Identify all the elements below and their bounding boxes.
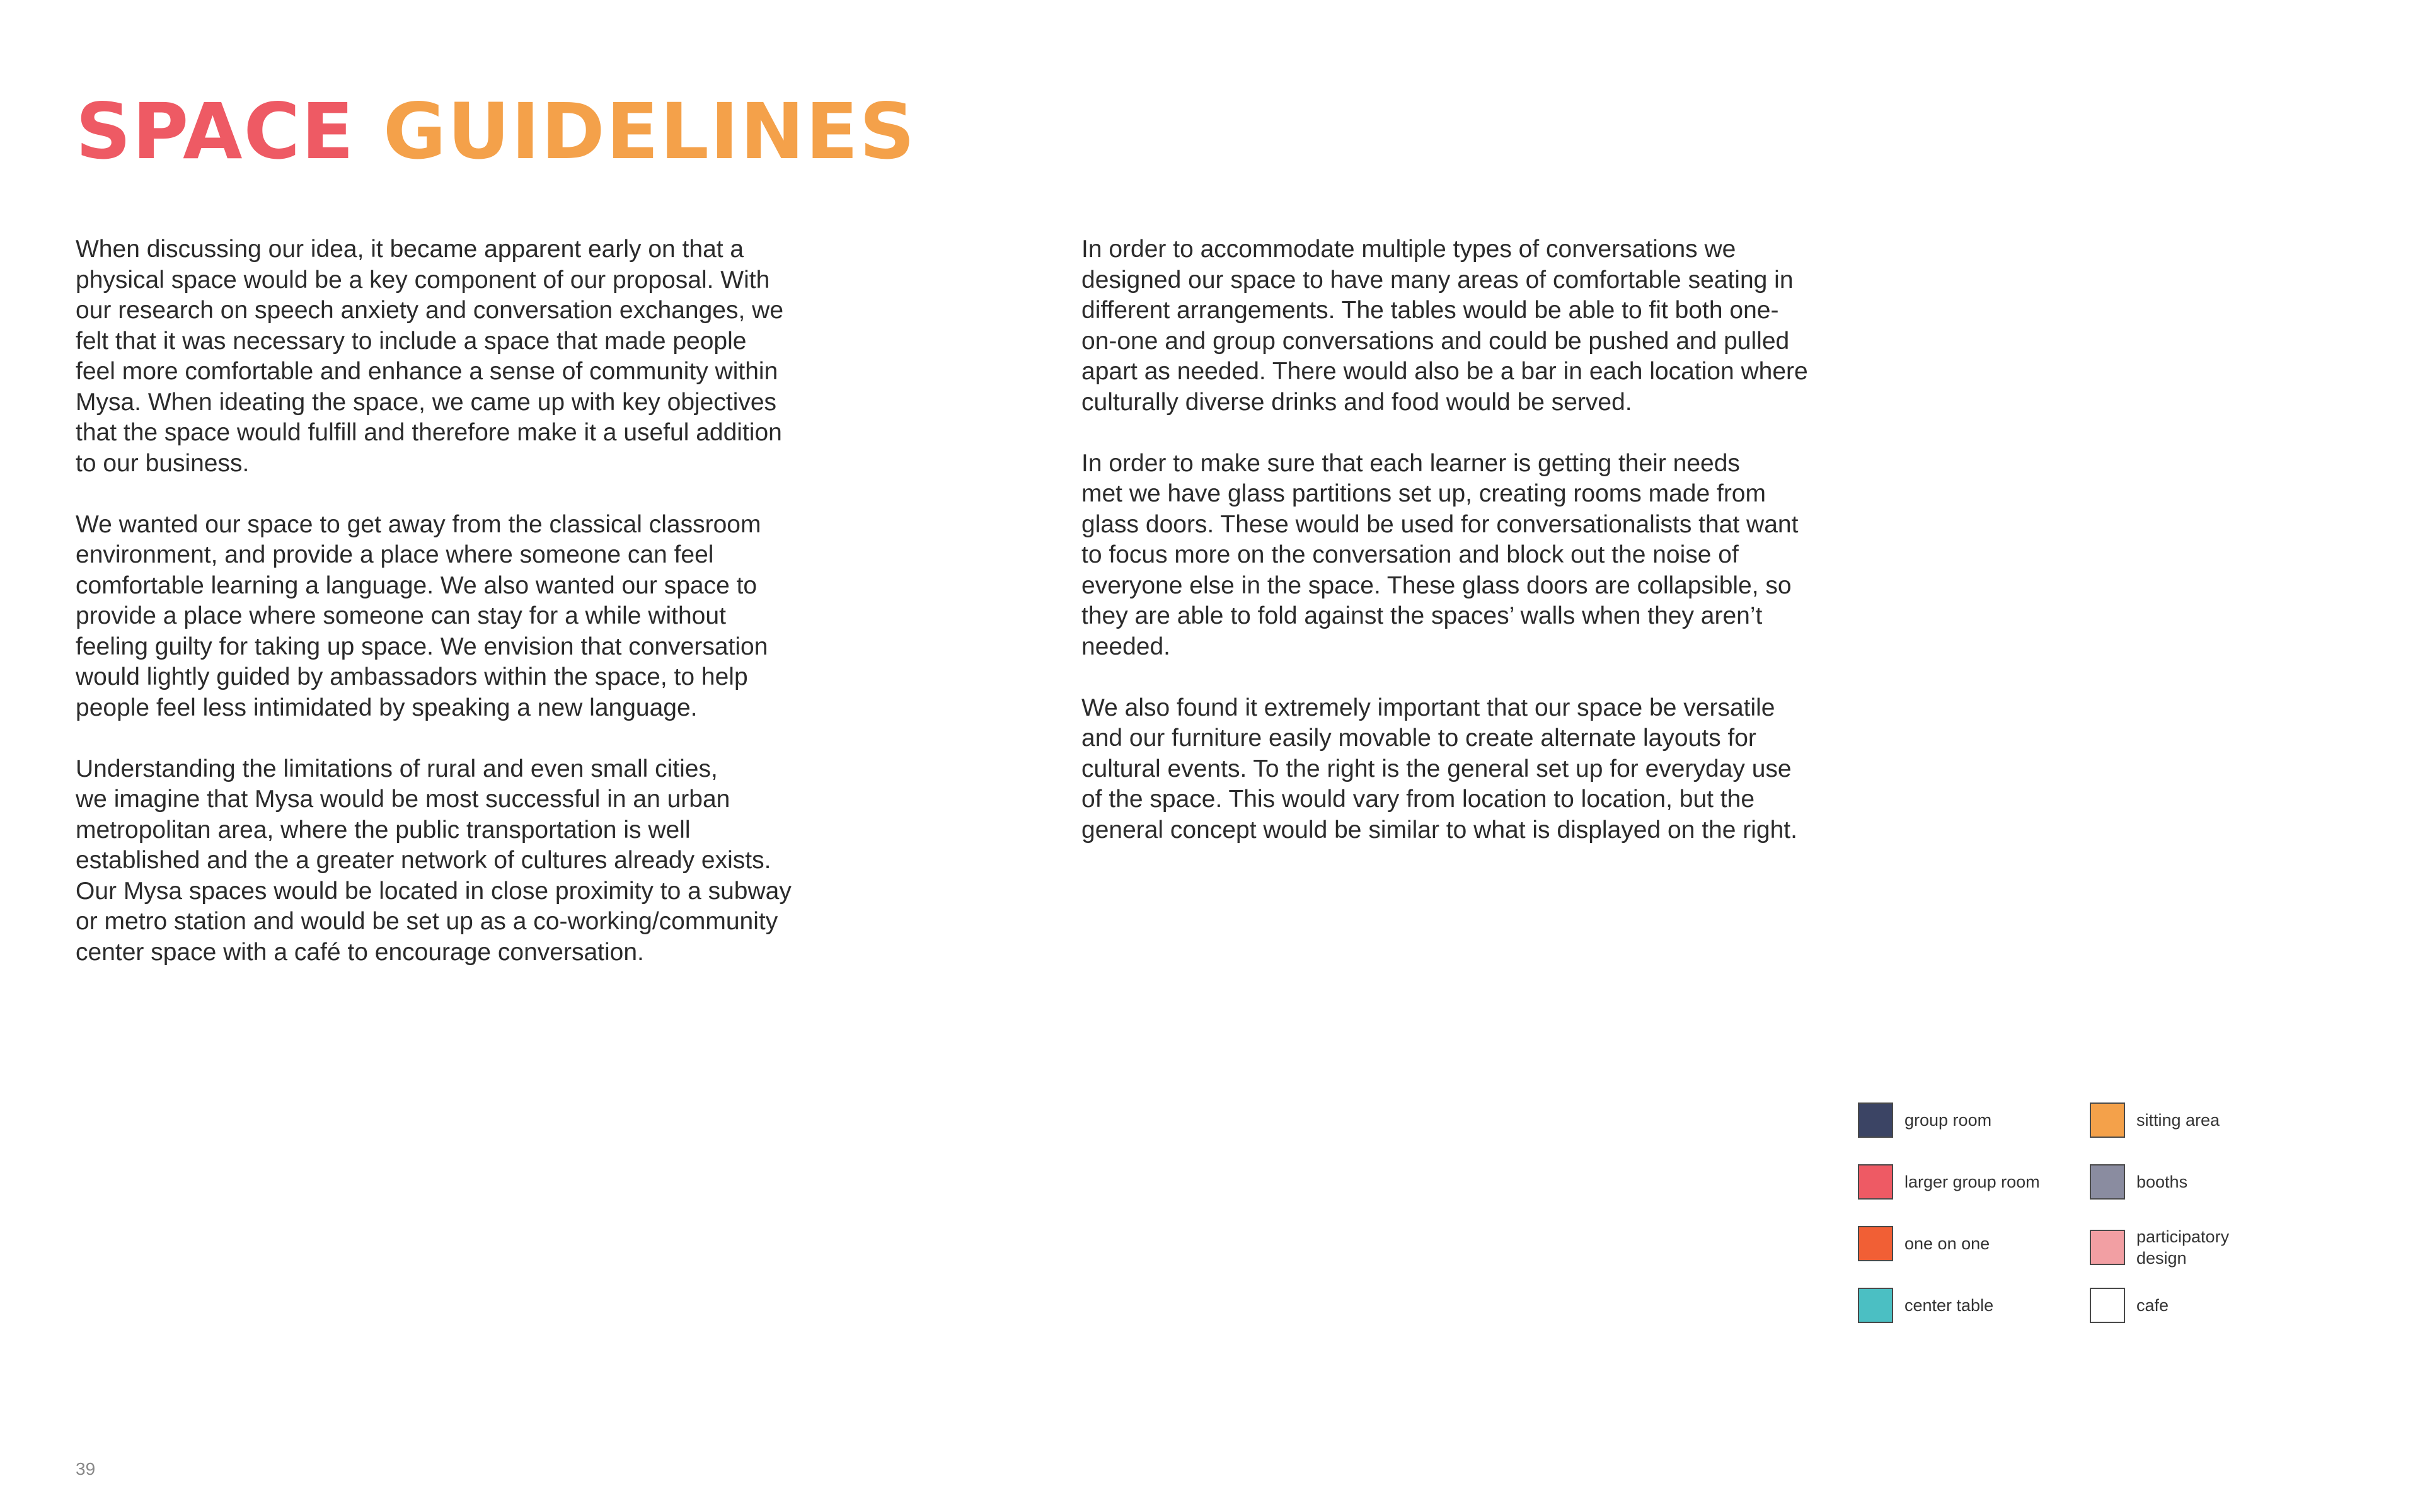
page-title <box>76 87 916 176</box>
legend-item-center-table <box>1858 1288 1993 1323</box>
legend-swatch <box>1858 1226 1893 1261</box>
legend-swatch <box>2090 1102 2125 1138</box>
right-text-column <box>1081 234 1869 876</box>
legend-label: participatory design <box>2136 1227 2230 1268</box>
paragraph-glass-partitions: In order to make sure that each learner is getting their needs met we have glass partitions set up, creating rooms made from glass doors. These would be used for conversationalists that want to focus more on the conversation and block out the noise of everyone else in the space. These glass doors are collapsible, so they are able to fold against the spaces’ walls when they aren’t needed. <box>1081 449 1799 660</box>
left-text-column <box>76 234 870 999</box>
legend-item-participatory-design <box>2090 1226 2229 1269</box>
legend-label: one on one <box>1904 1234 1990 1253</box>
paragraph-classroom: We wanted our space to get away from the classical classroom environment, and provide a place where someone can feel comfortable learning a language. We also wanted our space to provide a place where someone can stay for a while without feeling guilty for taking up space. We envision that conversation would lightly guided by ambassadors within the space, to help people feel less intimidated by speaking a new language. <box>76 510 768 721</box>
paragraph-seating: In order to accommodate multiple types of conversations we designed our space to have many areas of comfortable seating in different arrangements. The tables would be able to fit both one- on-one and group conversations and could be pushed and pulled apart as needed. There would also be a bar in each location where culturally diverse drinks and food would be served. <box>1081 236 1808 416</box>
paragraph-urban: Understanding the limitations of rural and even small cities, we imagine that Mysa would be most successful in an urban metropolitan area, where the public transportation is well established and the a greater network of cultures already exists. Our Mysa spaces would be located in close proximity to a subway or metro station and would be set up as a co-working/community center space with a café to encourage conversation. <box>76 755 792 966</box>
page-number: 39 <box>76 1459 96 1479</box>
legend-label: booths <box>2136 1172 2188 1191</box>
legend-label: cafe <box>2136 1296 2169 1315</box>
legend-swatch <box>1858 1288 1893 1323</box>
legend-swatch <box>2090 1230 2125 1265</box>
legend-label: center table <box>1904 1296 1994 1315</box>
paragraph-idea: When discussing our idea, it became apparent early on that a physical space would be a key component of our proposal. With our research on speech anxiety and conversation exchanges, we felt that it was necessary to include a space that made people feel more comfortable and enhance a sense of community within Mysa. When ideating the space, we came up with key objectives that the space would fulfill and therefore make it a useful addition to our business. <box>76 236 784 477</box>
legend-item-cafe <box>2090 1288 2169 1323</box>
paragraph-versatile: We also found it extremely important that our space be versatile and our furniture easily movable to create alternate layouts for cultural events. To the right is the general set up for everyday use of the space. This would vary from location to location, but the general concept would be similar to what is displayed on the right. <box>1081 694 1797 844</box>
legend-item-booths <box>2090 1164 2187 1200</box>
legend-item-sitting-area <box>2090 1102 2220 1138</box>
legend-item-larger-group-room <box>1858 1164 2040 1200</box>
legend-swatch <box>2090 1288 2125 1323</box>
title-word-guidelines: GUIDELINES <box>383 87 916 176</box>
legend-item-one-on-one <box>1858 1226 1990 1261</box>
legend-label: group room <box>1904 1111 1992 1130</box>
legend-swatch <box>1858 1164 1893 1200</box>
legend-item-group-room <box>1858 1102 1991 1138</box>
floorplan-legend <box>1858 1102 2274 1329</box>
legend-swatch <box>2090 1164 2125 1200</box>
title-word-space: SPACE <box>76 87 355 176</box>
legend-label: larger group room <box>1904 1172 2040 1191</box>
legend-swatch <box>1858 1102 1893 1138</box>
legend-label: sitting area <box>2136 1111 2220 1130</box>
